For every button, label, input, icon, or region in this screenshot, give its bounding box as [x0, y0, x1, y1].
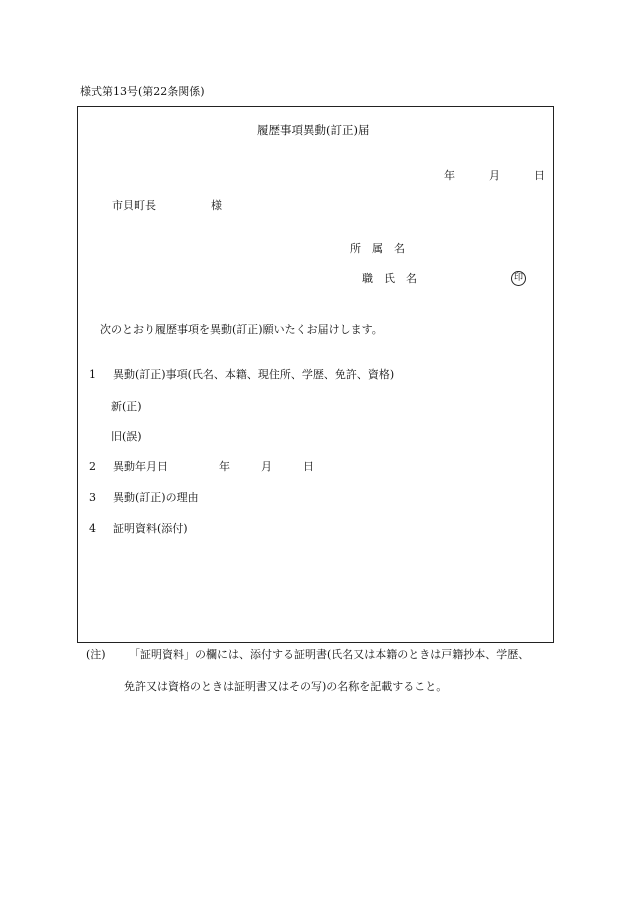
date-year-label: 年: [444, 169, 455, 182]
note-line-2: 免許又は資格のときは証明書又はその写)の名称を記載すること。: [124, 680, 448, 693]
old-label: 旧(誤): [111, 430, 142, 443]
addressee: [112, 200, 222, 211]
item-2-month-label: 月: [261, 460, 272, 473]
addressee-name: 市貝町長: [112, 199, 156, 212]
date-line: [444, 170, 545, 181]
form-title: 履歴事項異動(訂正)届: [257, 123, 370, 137]
item-2-text: 異動年月日: [113, 460, 168, 473]
item-2: [89, 461, 314, 472]
item-1-text: 異動(訂正)事項(氏名、本籍、現住所、学歴、免許、資格): [113, 368, 395, 381]
new-label: 新(正): [111, 400, 142, 413]
item-1-number: 1: [89, 368, 96, 381]
item-3: [89, 492, 199, 503]
request-text: 次のとおり履歴事項を異動(訂正)願いたくお届けします。: [100, 323, 383, 336]
date-month-label: 月: [489, 169, 500, 182]
note-label: (注): [86, 648, 106, 661]
item-3-number: 3: [89, 491, 96, 504]
item-4: [89, 523, 188, 534]
seal-mark: 印: [511, 271, 526, 286]
item-3-text: 異動(訂正)の理由: [113, 491, 199, 504]
date-day-label: 日: [534, 169, 545, 182]
item-1: [89, 369, 394, 380]
dept-label: 所 属 名: [350, 242, 405, 255]
addressee-honorific: 様: [211, 199, 222, 212]
form-id: 様式第13号(第22条関係): [80, 85, 205, 98]
note-line-1: 「証明資料」の欄には、添付する証明書(氏名又は本籍のときは戸籍抄本、学歴、: [129, 648, 530, 661]
item-2-year-label: 年: [219, 460, 230, 473]
item-4-number: 4: [89, 522, 96, 535]
item-2-number: 2: [89, 460, 96, 473]
item-4-text: 証明資料(添付): [113, 522, 188, 535]
name-label: 職 氏 名: [362, 272, 417, 285]
item-2-day-label: 日: [303, 460, 314, 473]
